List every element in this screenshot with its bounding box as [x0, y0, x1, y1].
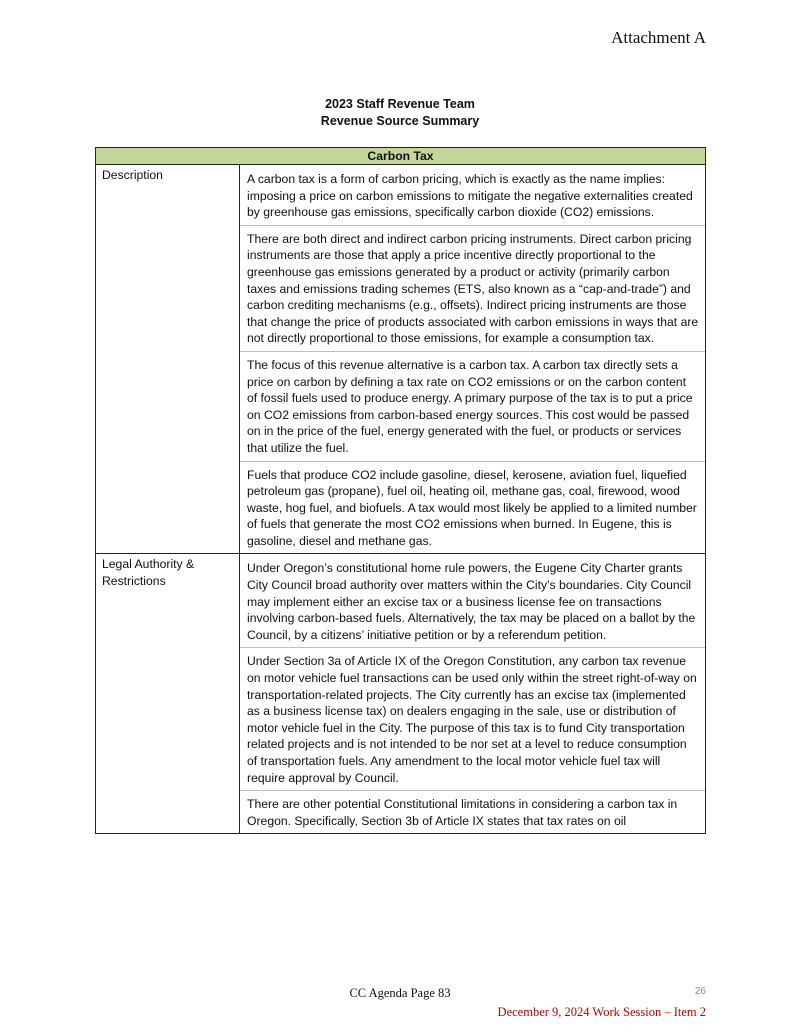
paragraph: A carbon tax is a form of carbon pricing, which is exactly as the name implies: imposing a price on carbon emissions to mitigate the negative externalities created by greenhouse gas emissions, specifically carbon dioxide (CO2) emissions.	[247, 172, 693, 220]
paragraph: The focus of this revenue alternative is a carbon tax. A carbon tax directly sets a price on carbon by defining a tax rate on CO2 emissions or on the carbon content of fossil fuels used to produce energy. A primary purpose of the tax is to put a price on CO2 emissions from carbon-based energy sources. This cost would be passed on in the price of the fuel, energy generated with the fuel, or products or services that utilize the fuel.	[240, 351, 705, 461]
page-number: 26	[694, 986, 706, 997]
row-content	[240, 165, 706, 554]
row-label: Description	[96, 165, 240, 554]
revenue-source-table	[95, 147, 706, 834]
row-content	[240, 554, 706, 834]
agenda-page-label: CC Agenda Page 83	[349, 986, 451, 1000]
document-titles	[0, 96, 800, 130]
paragraph: There are other potential Constitutional limitations in considering a carbon tax in Oregon. Specifically, Section 3b of Article IX states that tax rates on oil	[240, 790, 705, 833]
table-row-legal-authority	[96, 554, 706, 834]
table-header-row	[96, 148, 706, 165]
paragraph: Under Section 3a of Article IX of the Oregon Constitution, any carbon tax revenue on motor vehicle fuel transactions can be used only within the street right-of-way on transportation-related projects. The City currently has an excise tax (implemented as a business license tax) on dealers engaging in the sale, use or distribution of motor vehicle fuel in the City. The purpose of this tax is to fund City transportation related projects and is not intended to be nor set at a level to reduce consumption of transportation fuels. Any amendment to the local motor vehicle fuel tax will require approval by Council.	[240, 647, 705, 790]
attachment-label: Attachment A	[611, 28, 706, 47]
paragraph: Fuels that produce CO2 include gasoline, diesel, kerosene, aviation fuel, liquefied petroleum gas (propane), fuel oil, heating oil, methane gas, coal, firewood, wood waste, hog fuel, and biofuels. A tax would most likely be applied to a limited number of fuels that generate the most CO2 emissions when burned. In Eugene, this is gasoline, diesel and methane gas.	[240, 461, 705, 554]
paragraph: There are both direct and indirect carbon pricing instruments. Direct carbon pricing instruments are those that apply a price incentive directly proportional to the greenhouse gas emissions generated by a product or activity (primarily carbon taxes and emissions trading schemes (ETS, also known as a “cap-and-trade”) and carbon crediting mechanisms (e.g., offsets). Indirect pricing instruments are those that change the price of products associated with carbon emissions in ways that are not directly proportional to those emissions, for example a consumption tax.	[240, 225, 705, 351]
document-subtitle: Revenue Source Summary	[320, 114, 480, 128]
table-row-description	[96, 165, 706, 554]
paragraph: Under Oregon’s constitutional home rule powers, the Eugene City Charter grants City Council broad authority over matters within the City’s boundaries. City Council may implement either an excise tax or a business license fee on transactions involving carbon-based fuels. Alternatively, the tax may be placed on a ballot by the Council, by a citizens’ initiative petition or by a referendum petition.	[247, 561, 696, 642]
table-heading: Carbon Tax	[96, 148, 706, 165]
document-title: 2023 Staff Revenue Team	[325, 97, 475, 111]
row-label: Legal Authority & Restrictions	[96, 554, 240, 834]
work-session-label: December 9, 2024 Work Session – Item 2	[497, 1005, 706, 1019]
